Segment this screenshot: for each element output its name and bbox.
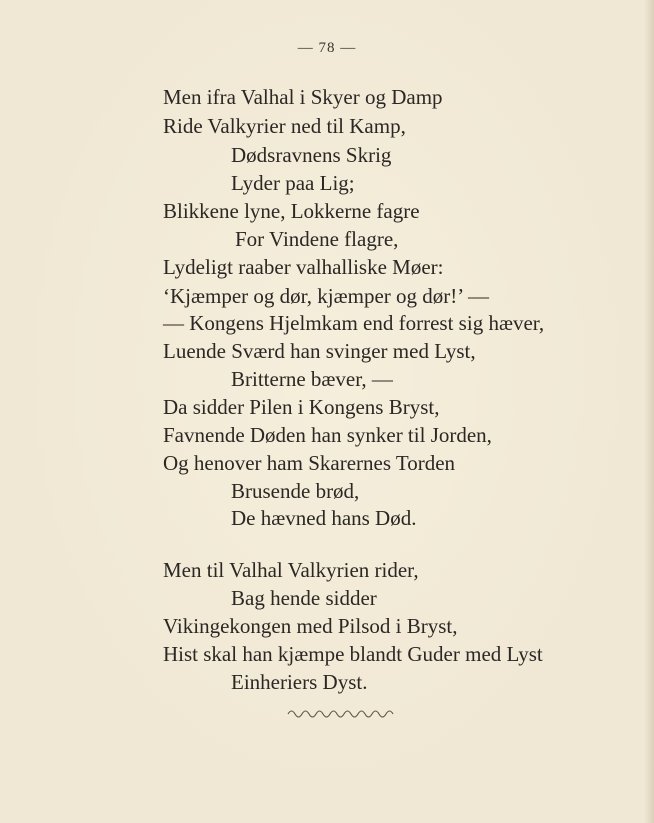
poem-line: Favnende Døden han synker til Jorden, (163, 423, 492, 447)
poem-line: Da sidder Pilen i Kongens Bryst, (163, 395, 440, 419)
poem-line: Lyder paa Lig; (231, 171, 355, 195)
page-number: — 78 — (297, 40, 357, 56)
wavy-rule-ornament-icon (286, 706, 398, 718)
poem-line: For Vindene flagre, (235, 227, 399, 251)
poem-line: Einheriers Dyst. (231, 670, 368, 694)
poem-line: — Kongens Hjelmkam end forrest sig hæver, (163, 311, 545, 335)
poem-line: Bag hende sidder (231, 586, 377, 610)
poem-line: Vikingekongen med Pilsod i Bryst, (163, 614, 458, 638)
poem-line: ‘Kjæmper og dør, kjæmper og dør!’ — (163, 284, 489, 308)
poem-line: Blikkene lyne, Lokkerne fagre (163, 199, 420, 223)
poem-line: Luende Sværd han svinger med Lyst, (163, 339, 476, 363)
poem-line: Ride Valkyrier ned til Kamp, (163, 114, 406, 138)
poem-line: Men til Valhal Valkyrien rider, (163, 558, 419, 582)
poem-line: Britterne bæver, — (231, 367, 393, 391)
poem-line: Hist skal han kjæmpe blandt Guder med Lyst (163, 642, 543, 666)
poem-line: Lydeligt raaber valhalliske Møer: (163, 255, 444, 279)
poem-line: Og henover ham Skarernes Torden (163, 451, 456, 475)
poem-line: Brusende brød, (231, 479, 360, 503)
page-edge-shadow (644, 0, 654, 823)
poem-line: De hævned hans Død. (231, 506, 417, 530)
poem-line: Men ifra Valhal i Skyer og Damp (163, 85, 443, 109)
poem-line: Dødsravnens Skrig (231, 143, 392, 167)
